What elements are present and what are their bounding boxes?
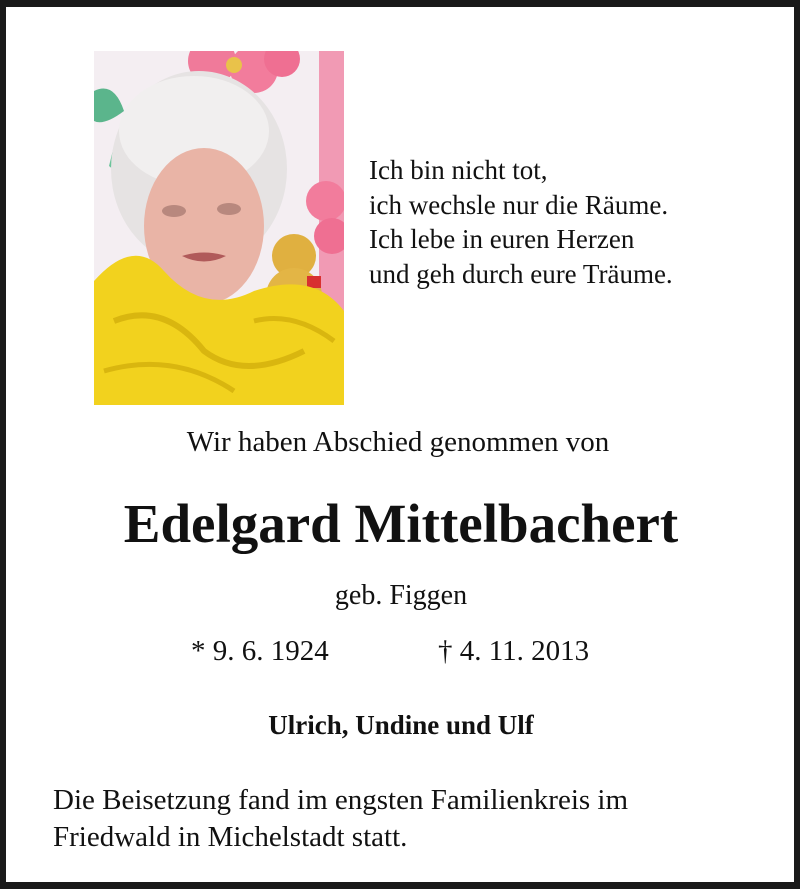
maiden-name: geb. Figgen — [334, 580, 468, 611]
birth-date: * 9. 6. 1924 — [191, 635, 329, 667]
funeral-note — [53, 782, 628, 856]
funeral-line: Die Beisetzung fand im engsten Familienkreis im — [53, 784, 629, 816]
death-date: † 4. 11. 2013 — [438, 635, 590, 667]
portrait-illustration — [94, 51, 344, 405]
poem-line: ich wechsle nur die Räume. — [369, 189, 669, 220]
family-members: Ulrich, Undine und Ulf — [268, 710, 534, 740]
deceased-name: Edelgard Mittelbachert — [123, 493, 679, 554]
farewell-intro-text: Wir haben Abschied genommen von — [186, 426, 610, 458]
portrait-photo — [94, 51, 344, 405]
poem-line: Ich bin nicht tot, — [369, 155, 548, 185]
funeral-line: Friedwald in Michelstadt statt. — [53, 821, 408, 853]
poem-line: Ich lebe in euren Herzen — [369, 224, 635, 254]
farewell-intro — [6, 426, 796, 459]
poem — [369, 153, 673, 291]
poem-line: und geh durch eure Träume. — [369, 258, 673, 289]
